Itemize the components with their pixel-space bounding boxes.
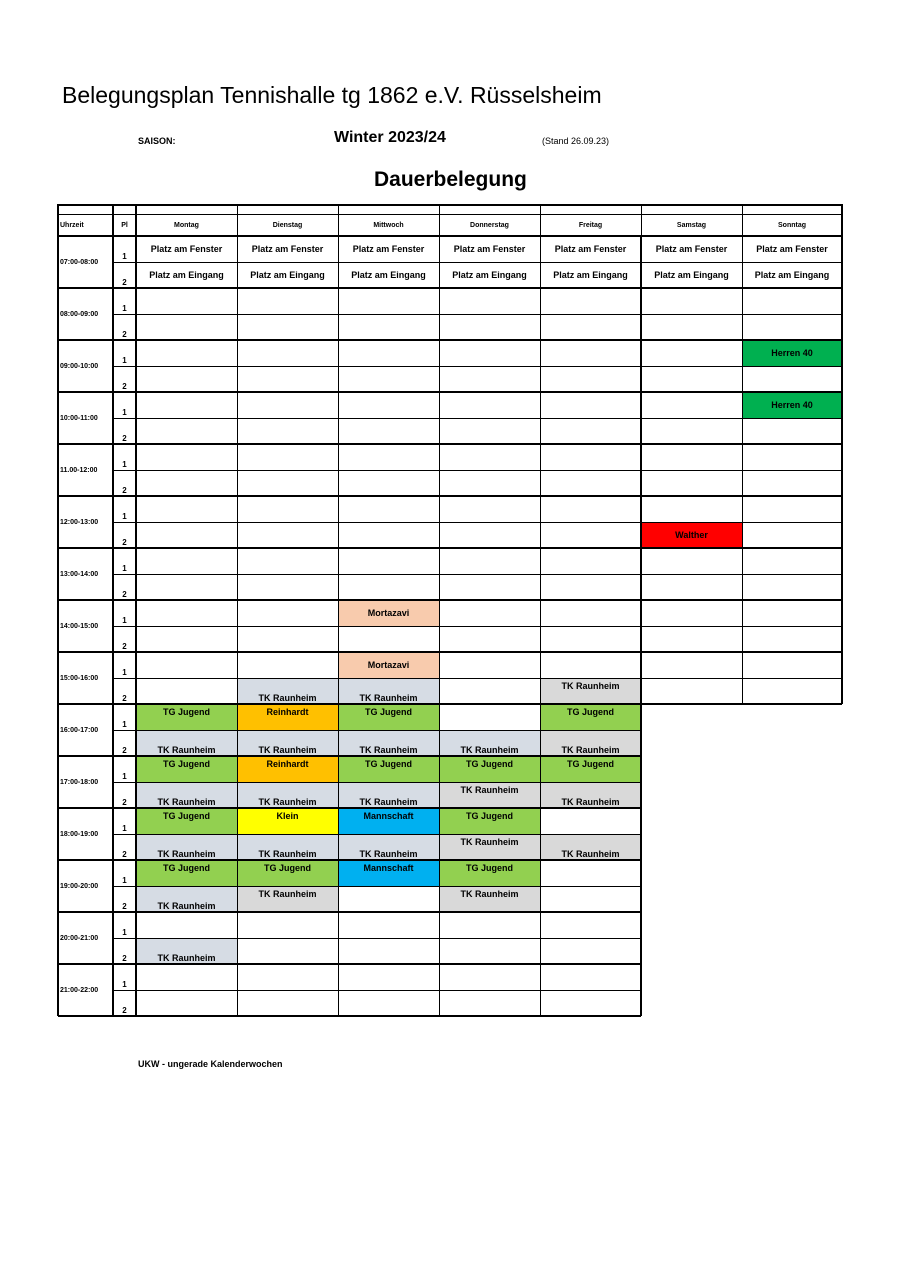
court-number: 2	[122, 694, 127, 703]
grid-line	[113, 522, 842, 523]
booking-cell: Mortazavi	[338, 652, 439, 678]
court-number: 1	[122, 512, 127, 521]
time-slot-label: 11.00-12:00	[60, 466, 98, 474]
grid-line	[841, 204, 843, 704]
court-number: 2	[122, 278, 127, 287]
court-number: 1	[122, 460, 127, 469]
grid-line	[58, 911, 641, 913]
booking-cell: Klein	[237, 808, 338, 834]
time-slot-label: 10:00-11:00	[60, 414, 98, 422]
booking-cell: TK Raunheim	[136, 938, 237, 964]
booking-cell: TG Jugend	[136, 860, 237, 886]
booking-cell: Platz am Eingang	[452, 270, 527, 280]
booking-cell: TK Raunheim	[237, 886, 338, 912]
grid-line	[58, 339, 842, 341]
booking-cell: Platz am Fenster	[453, 244, 526, 254]
grid-line	[113, 574, 842, 575]
court-number: 2	[122, 382, 127, 391]
grid-line	[58, 214, 842, 215]
time-slot-label: 08:00-09:00	[60, 310, 99, 318]
time-slot-label: 09:00-10:00	[60, 362, 99, 370]
grid-line	[58, 235, 842, 237]
court-number: 2	[122, 850, 127, 859]
court-number: 2	[122, 798, 127, 807]
grid-line	[540, 204, 541, 236]
booking-cell: TK Raunheim	[237, 782, 338, 808]
court-number: 1	[122, 304, 127, 313]
booking-cell: Platz am Eingang	[351, 270, 426, 280]
booking-cell: TG Jugend	[439, 860, 540, 886]
booking-cell: TG Jugend	[136, 704, 237, 730]
stand-date: (Stand 26.09.23)	[542, 136, 610, 146]
booking-cell: Platz am Fenster	[655, 244, 728, 254]
booking-cell: Herren 40	[742, 392, 842, 418]
court-number: 2	[122, 902, 127, 911]
grid-line	[58, 547, 842, 549]
booking-cell: Platz am Eingang	[654, 270, 729, 280]
grid-line	[58, 599, 842, 601]
court-number: 1	[122, 408, 127, 417]
booking-cell: TK Raunheim	[540, 678, 641, 704]
booking-cell: TK Raunheim	[540, 782, 641, 808]
grid-line	[113, 678, 842, 679]
time-slot-label: 19:00-20:00	[60, 882, 99, 890]
grid-line	[112, 204, 114, 236]
grid-line	[113, 626, 842, 627]
booking-cell: TK Raunheim	[338, 678, 439, 704]
booking-cell: TG Jugend	[338, 704, 439, 730]
court-number: 1	[122, 668, 127, 677]
day-header: Donnerstag	[470, 221, 509, 229]
day-header: Samstag	[676, 221, 707, 229]
booking-cell: TK Raunheim	[338, 730, 439, 756]
time-slot-label: 16:00-17:00	[60, 726, 99, 734]
header-time: Uhrzeit	[60, 221, 84, 229]
booking-cell: Mannschaft	[338, 808, 439, 834]
court-number: 2	[122, 538, 127, 547]
day-header: Sonntag	[778, 221, 806, 229]
grid-line	[135, 204, 137, 236]
day-header: Montag	[174, 221, 199, 229]
court-number: 2	[122, 434, 127, 443]
court-number: 2	[122, 642, 127, 651]
booking-cell: Platz am Eingang	[553, 270, 628, 280]
time-slot-label: 13:00-14:00	[60, 570, 99, 578]
season-label: SAISON:	[138, 136, 176, 146]
booking-cell: Platz am Eingang	[250, 270, 325, 280]
grid-line	[58, 495, 842, 497]
grid-line	[439, 204, 440, 236]
booking-cell: TK Raunheim	[237, 678, 338, 704]
booking-cell: TK Raunheim	[439, 834, 540, 860]
grid-line	[58, 287, 842, 289]
booking-cell: TK Raunheim	[338, 782, 439, 808]
grid-line	[57, 236, 59, 1016]
grid-line	[58, 443, 842, 445]
booking-cell: TK Raunheim	[237, 834, 338, 860]
time-slot-label: 14:00-15:00	[60, 622, 99, 630]
booking-cell: TG Jugend	[439, 756, 540, 782]
grid-line	[237, 204, 238, 236]
court-number: 2	[122, 954, 127, 963]
grid-line	[58, 755, 641, 757]
booking-cell: TG Jugend	[136, 756, 237, 782]
booking-cell: TK Raunheim	[136, 782, 237, 808]
grid-line	[113, 990, 641, 991]
booking-cell: Reinhardt	[237, 756, 338, 782]
booking-cell: Walther	[641, 522, 742, 548]
court-number: 1	[122, 928, 127, 937]
time-slot-label: 15:00-16:00	[60, 674, 99, 682]
grid-line	[338, 204, 339, 236]
booking-cell: Platz am Fenster	[150, 244, 223, 254]
booking-cell: Reinhardt	[237, 704, 338, 730]
court-number: 2	[122, 590, 127, 599]
booking-cell: Platz am Fenster	[756, 244, 828, 254]
day-header: Dienstag	[272, 221, 303, 229]
court-number: 1	[122, 980, 127, 989]
court-number: 1	[122, 252, 127, 261]
grid-line	[58, 1015, 641, 1017]
booking-cell: Platz am Eingang	[149, 270, 224, 280]
grid-line	[58, 859, 641, 861]
schedule-subtitle: Dauerbelegung	[374, 168, 527, 191]
court-number: 2	[122, 330, 127, 339]
grid-line	[641, 204, 642, 236]
day-header: Mittwoch	[373, 221, 404, 229]
booking-cell: TK Raunheim	[540, 730, 641, 756]
booking-cell: TK Raunheim	[439, 782, 540, 808]
time-slot-label: 20:00-21:00	[60, 934, 99, 942]
grid-line	[113, 782, 641, 783]
grid-line	[237, 236, 238, 1016]
booking-cell: TK Raunheim	[338, 834, 439, 860]
grid-line	[113, 470, 842, 471]
grid-line	[58, 651, 842, 653]
grid-line	[742, 204, 743, 236]
grid-line	[338, 236, 339, 1016]
court-number: 1	[122, 356, 127, 365]
grid-line	[113, 938, 641, 939]
grid-line	[742, 236, 743, 704]
court-number: 1	[122, 564, 127, 573]
booking-cell: TK Raunheim	[136, 834, 237, 860]
booking-cell: TK Raunheim	[136, 886, 237, 912]
booking-cell: TK Raunheim	[237, 730, 338, 756]
grid-line	[135, 236, 137, 1016]
time-slot-label: 12:00-13:00	[60, 518, 99, 526]
header-court: Pl	[121, 221, 128, 229]
booking-cell: TG Jugend	[136, 808, 237, 834]
booking-cell: TK Raunheim	[439, 730, 540, 756]
grid-line	[640, 236, 642, 1016]
booking-cell: TG Jugend	[338, 756, 439, 782]
booking-cell: Mortazavi	[338, 600, 439, 626]
booking-cell: Platz am Fenster	[251, 244, 324, 254]
booking-cell: TG Jugend	[439, 808, 540, 834]
court-number: 1	[122, 824, 127, 833]
court-number: 2	[122, 746, 127, 755]
footnote: UKW - ungerade Kalenderwochen	[138, 1059, 283, 1069]
booking-cell: TK Raunheim	[439, 886, 540, 912]
season-value: Winter 2023/24	[334, 129, 446, 146]
booking-cell: TG Jugend	[540, 756, 641, 782]
time-slot-label: 17:00-18:00	[60, 778, 99, 786]
time-slot-label: 07:00-08:00	[60, 258, 99, 266]
court-number: 1	[122, 720, 127, 729]
grid-line	[58, 963, 641, 965]
court-number: 1	[122, 616, 127, 625]
grid-line	[58, 391, 842, 393]
court-number: 2	[122, 486, 127, 495]
grid-line	[58, 807, 641, 809]
court-number: 1	[122, 772, 127, 781]
grid-line	[113, 730, 641, 731]
booking-cell: TG Jugend	[540, 704, 641, 730]
grid-line	[540, 236, 541, 1016]
time-slot-label: 21:00-22:00	[60, 986, 99, 994]
day-header: Freitag	[578, 221, 603, 229]
booking-cell: Platz am Eingang	[754, 270, 830, 280]
grid-line	[112, 236, 114, 1016]
grid-line	[113, 418, 842, 419]
grid-line	[113, 262, 842, 263]
grid-line	[439, 236, 440, 1016]
booking-cell: TK Raunheim	[136, 730, 237, 756]
court-number: 1	[122, 876, 127, 885]
booking-cell: TK Raunheim	[540, 834, 641, 860]
booking-cell: Mannschaft	[338, 860, 439, 886]
grid-line	[113, 314, 842, 315]
page-title: Belegungsplan Tennishalle tg 1862 e.V. Rüsselsheim	[62, 82, 602, 108]
grid-line	[58, 204, 842, 206]
booking-cell: Herren 40	[742, 340, 842, 366]
grid-line	[113, 834, 641, 835]
booking-cell: Platz am Fenster	[352, 244, 425, 254]
booking-cell: TG Jugend	[237, 860, 338, 886]
grid-line	[57, 204, 59, 236]
booking-cell: Platz am Fenster	[554, 244, 627, 254]
grid-line	[113, 366, 842, 367]
time-slot-label: 18:00-19:00	[60, 830, 99, 838]
court-number: 2	[122, 1006, 127, 1015]
grid-line	[113, 886, 641, 887]
